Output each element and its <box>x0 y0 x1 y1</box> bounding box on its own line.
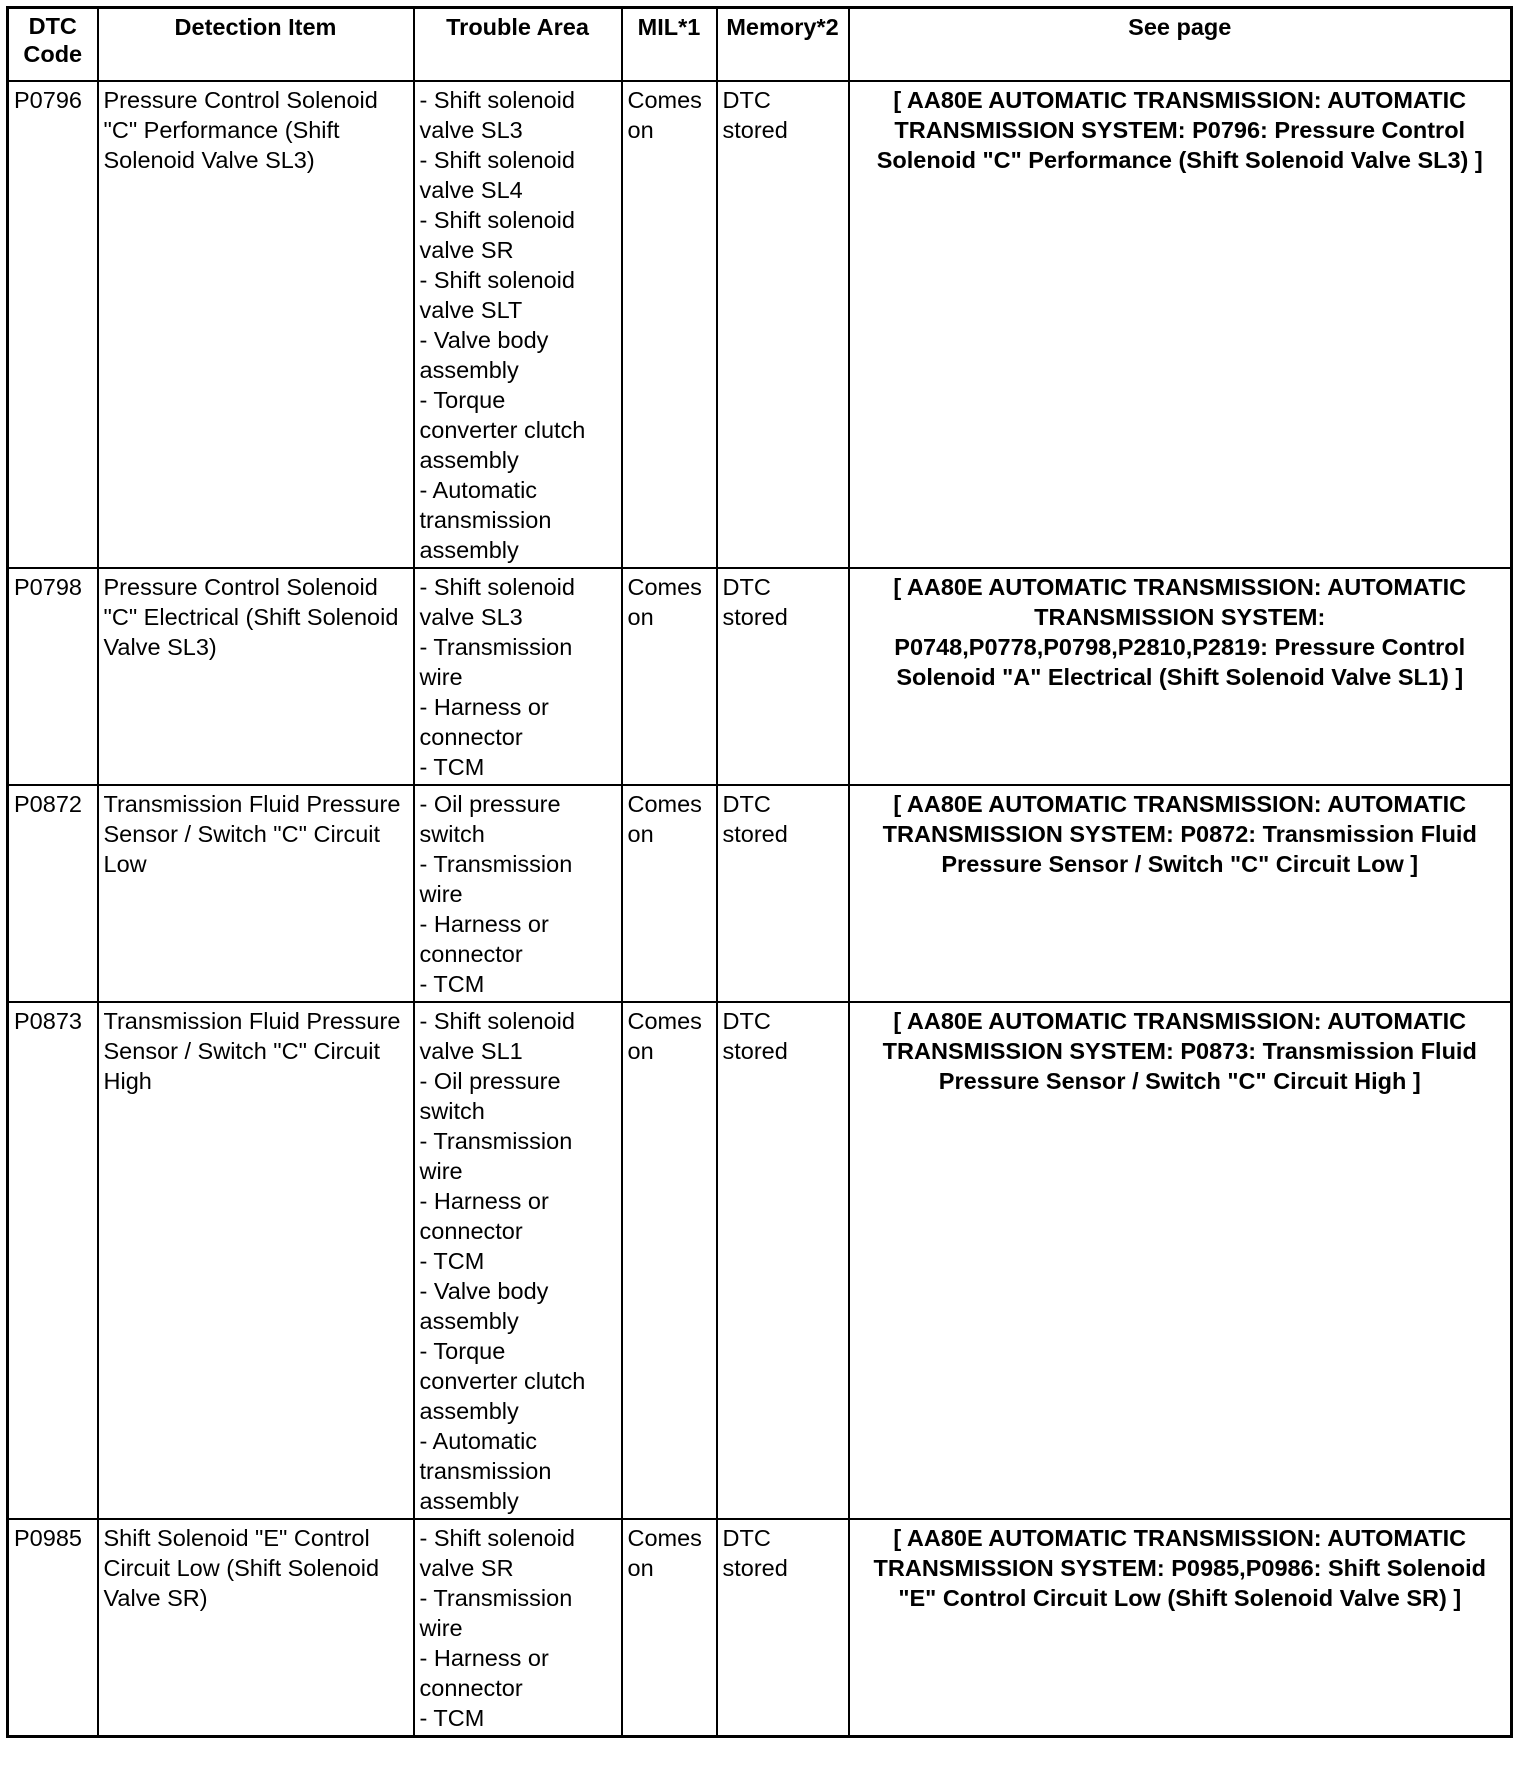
trouble-area-line: - Transmission <box>419 851 573 877</box>
header-row <box>8 8 1512 82</box>
trouble-area-line: wire <box>419 1615 463 1641</box>
table-row <box>8 785 1512 1002</box>
trouble-area-line: connector <box>419 1218 523 1244</box>
detection-item-cell: Transmission Fluid Pressure Sensor / Switch "C" Circuit Low <box>98 785 414 1002</box>
detection-item-cell: Pressure Control Solenoid "C" Performance (Shift Solenoid Valve SL3) <box>98 81 414 568</box>
trouble-area-line: - Harness or <box>419 1645 549 1671</box>
trouble-area-line: valve SL3 <box>419 117 523 143</box>
trouble-area-line: - Harness or <box>419 911 549 937</box>
trouble-area-line: converter clutch <box>419 417 586 443</box>
header-mil: MIL*1 <box>622 8 717 82</box>
mil-cell: Comes on <box>622 81 717 568</box>
trouble-area-line: wire <box>419 1158 463 1184</box>
dtc-code-cell: P0873 <box>8 1002 98 1519</box>
trouble-area-line: - TCM <box>419 1705 485 1731</box>
trouble-area-line: - Torque <box>419 1338 506 1364</box>
table-row <box>8 1519 1512 1737</box>
trouble-area-line: - Torque <box>419 387 506 413</box>
see-page-link[interactable]: [ AA80E AUTOMATIC TRANSMISSION: AUTOMATIC TRANSMISSION SYSTEM: P0748,P0778,P0798,P2810,P2819: Pressure Control Solenoid "A" Electrical (Shift Solenoid Valve SL1) ] <box>849 568 1512 785</box>
dtc-code-cell: P0985 <box>8 1519 98 1737</box>
dtc-code-cell: P0872 <box>8 785 98 1002</box>
table-row <box>8 1002 1512 1519</box>
trouble-area-line: - Shift solenoid <box>419 147 575 173</box>
trouble-area-line: valve SL3 <box>419 604 523 630</box>
trouble-area-line: - Shift solenoid <box>419 207 575 233</box>
mil-cell: Comes on <box>622 1519 717 1737</box>
detection-item-cell: Pressure Control Solenoid "C" Electrical (Shift Solenoid Valve SL3) <box>98 568 414 785</box>
trouble-area-line: - Valve body <box>419 327 549 353</box>
trouble-area-cell <box>414 1519 622 1737</box>
see-page-link[interactable]: [ AA80E AUTOMATIC TRANSMISSION: AUTOMATIC TRANSMISSION SYSTEM: P0796: Pressure Control Solenoid "C" Performance (Shift Solenoid Valve SL3) ] <box>849 81 1512 568</box>
trouble-area-line: wire <box>419 881 463 907</box>
header-trouble-area: Trouble Area <box>414 8 622 82</box>
trouble-area-line: - Harness or <box>419 1188 549 1214</box>
trouble-area-line: converter clutch <box>419 1368 586 1394</box>
trouble-area-line: assembly <box>419 447 519 473</box>
trouble-area-line: - TCM <box>419 754 485 780</box>
trouble-area-line: valve SLT <box>419 297 523 323</box>
trouble-area-line: assembly <box>419 1308 519 1334</box>
trouble-area-line: assembly <box>419 1398 519 1424</box>
trouble-area-line: - Valve body <box>419 1278 549 1304</box>
trouble-area-line: - Oil pressure <box>419 1068 561 1094</box>
dtc-table <box>6 6 1513 1738</box>
trouble-area-cell <box>414 568 622 785</box>
trouble-area-line: connector <box>419 941 523 967</box>
trouble-area-line: - Transmission <box>419 634 573 660</box>
trouble-area-line: wire <box>419 664 463 690</box>
see-page-link[interactable]: [ AA80E AUTOMATIC TRANSMISSION: AUTOMATIC TRANSMISSION SYSTEM: P0873: Transmission Fluid Pressure Sensor / Switch "C" Circuit High ] <box>849 1002 1512 1519</box>
header-dtc-code: DTC Code <box>8 8 98 82</box>
trouble-area-line: assembly <box>419 1488 519 1514</box>
trouble-area-cell <box>414 785 622 1002</box>
memory-cell: DTC stored <box>717 785 849 1002</box>
table-row <box>8 81 1512 568</box>
trouble-area-line: switch <box>419 1098 485 1124</box>
detection-item-cell: Transmission Fluid Pressure Sensor / Switch "C" Circuit High <box>98 1002 414 1519</box>
header-detection-item: Detection Item <box>98 8 414 82</box>
trouble-area-line: - Shift solenoid <box>419 87 575 113</box>
mil-cell: Comes on <box>622 1002 717 1519</box>
trouble-area-line: transmission <box>419 1458 552 1484</box>
trouble-area-line: - Shift solenoid <box>419 1525 575 1551</box>
trouble-area-line: - Transmission <box>419 1128 573 1154</box>
trouble-area-line: - Shift solenoid <box>419 574 575 600</box>
table-row <box>8 568 1512 785</box>
trouble-area-line: connector <box>419 1675 523 1701</box>
trouble-area-line: transmission <box>419 507 552 533</box>
trouble-area-line: - Transmission <box>419 1585 573 1611</box>
see-page-link[interactable]: [ AA80E AUTOMATIC TRANSMISSION: AUTOMATIC TRANSMISSION SYSTEM: P0985,P0986: Shift Solenoid "E" Control Circuit Low (Shift Solenoid Valve SR) ] <box>849 1519 1512 1737</box>
header-memory: Memory*2 <box>717 8 849 82</box>
memory-cell: DTC stored <box>717 81 849 568</box>
header-see-page: See page <box>849 8 1512 82</box>
mil-cell: Comes on <box>622 568 717 785</box>
mil-cell: Comes on <box>622 785 717 1002</box>
trouble-area-line: valve SR <box>419 237 514 263</box>
trouble-area-line: - Automatic <box>419 1428 538 1454</box>
trouble-area-cell <box>414 1002 622 1519</box>
trouble-area-line: connector <box>419 724 523 750</box>
trouble-area-line: - Shift solenoid <box>419 1008 575 1034</box>
memory-cell: DTC stored <box>717 1002 849 1519</box>
memory-cell: DTC stored <box>717 1519 849 1737</box>
trouble-area-line: switch <box>419 821 485 847</box>
trouble-area-line: - Shift solenoid <box>419 267 575 293</box>
memory-cell: DTC stored <box>717 568 849 785</box>
trouble-area-line: - Harness or <box>419 694 549 720</box>
trouble-area-line: assembly <box>419 357 519 383</box>
trouble-area-cell <box>414 81 622 568</box>
trouble-area-line: valve SR <box>419 1555 514 1581</box>
trouble-area-line: valve SL4 <box>419 177 523 203</box>
trouble-area-line: - Automatic <box>419 477 538 503</box>
detection-item-cell: Shift Solenoid "E" Control Circuit Low (Shift Solenoid Valve SR) <box>98 1519 414 1737</box>
dtc-code-cell: P0798 <box>8 568 98 785</box>
trouble-area-line: - TCM <box>419 971 485 997</box>
see-page-link[interactable]: [ AA80E AUTOMATIC TRANSMISSION: AUTOMATIC TRANSMISSION SYSTEM: P0872: Transmission Fluid Pressure Sensor / Switch "C" Circuit Low ] <box>849 785 1512 1002</box>
trouble-area-line: - Oil pressure <box>419 791 561 817</box>
trouble-area-line: assembly <box>419 537 519 563</box>
trouble-area-line: - TCM <box>419 1248 485 1274</box>
trouble-area-line: valve SL1 <box>419 1038 523 1064</box>
dtc-code-cell: P0796 <box>8 81 98 568</box>
